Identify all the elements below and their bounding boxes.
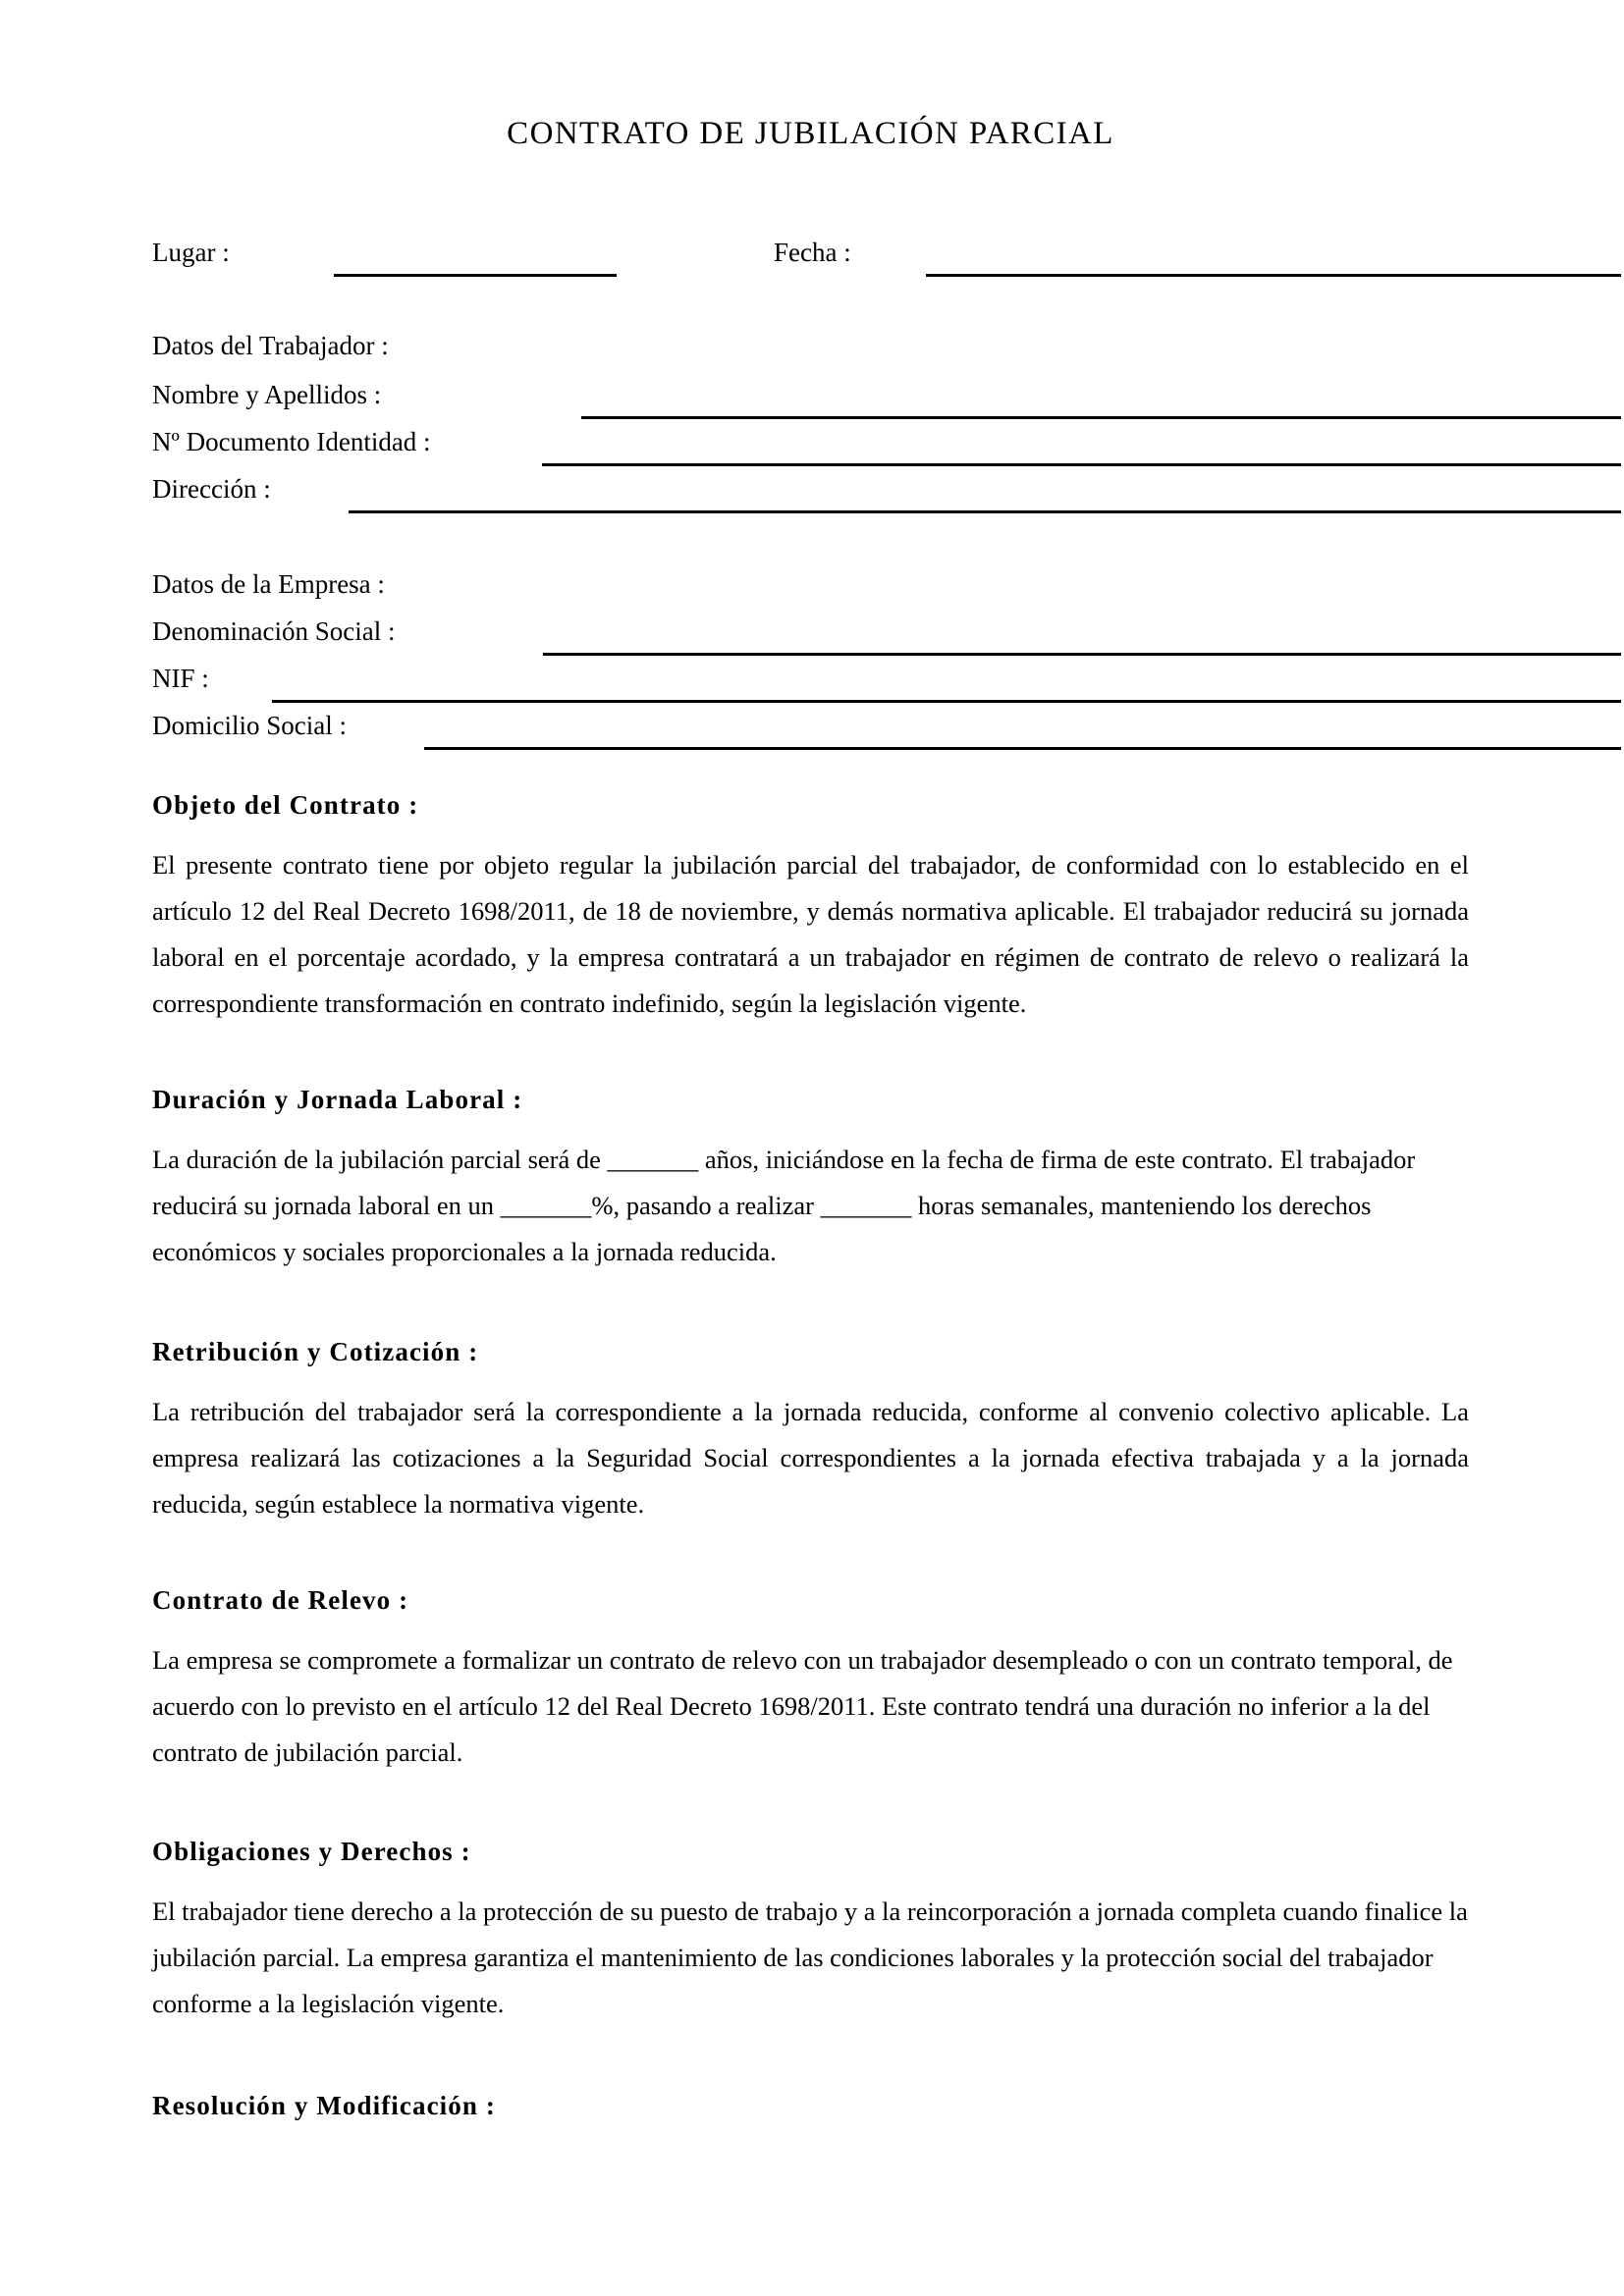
clause-heading: Objeto del Contrato : <box>152 790 419 820</box>
clause-heading: Obligaciones y Derechos : <box>152 1837 471 1866</box>
company-address-row <box>152 709 1469 752</box>
clause-heading: Duración y Jornada Laboral : <box>152 1085 523 1114</box>
worker-address-label: Dirección : <box>152 474 271 504</box>
worker-name-input-rule[interactable] <box>581 416 1621 419</box>
clause-retribucion-y-cotizacion <box>152 1332 1469 1527</box>
company-address-input-rule[interactable] <box>424 747 1621 750</box>
clause-body: La empresa se compromete a formalizar un contrato de relevo con un trabajador desempleado o con un contrato temporal, de acuerdo con lo previsto en el artículo 12 del Real Decreto 1698/2011. Este contrato tendrá una duración no inferior a la del contrato de jubilación parcial. <box>152 1645 1453 1767</box>
clause-body: El presente contrato tiene por objeto regular la jubilación parcial del trabajador, de conformidad con lo establecido en el artículo 12 del Real Decreto 1698/2011, de 18 de noviembre, y demás normativa aplicable. El trabajador reducirá su jornada laboral en el porcentaje acordado, y la empresa contratará a un trabajador en régimen de contrato de relevo o realizará la correspondiente transformación en contrato indefinido, según la legislación vigente. <box>152 850 1469 1018</box>
clause-contrato-de-relevo <box>152 1580 1469 1776</box>
fecha-input-rule[interactable] <box>926 274 1621 277</box>
lugar-input-rule[interactable] <box>334 274 617 277</box>
clause-heading: Retribución y Cotización : <box>152 1337 479 1366</box>
company-name-row <box>152 614 1469 658</box>
clause-body: La duración de la jubilación parcial será de _______ años, iniciándose en la fecha de firma de este contrato. El trabajador reducirá su jornada laboral en un _______%, pasando a realizar _______ horas semanales, manteniendo los derechos económicos y sociales proporcionales a la jornada reducida. <box>152 1145 1416 1266</box>
company-section-heading: Datos de la Empresa : <box>152 569 385 599</box>
worker-address-row <box>152 472 1469 515</box>
worker-name-row <box>152 378 1469 421</box>
worker-name-label: Nombre y Apellidos : <box>152 380 382 409</box>
lugar-label: Lugar : <box>152 238 230 267</box>
clause-duracion-y-jornada-laboral <box>152 1080 1469 1275</box>
worker-section-heading-row <box>152 329 1469 372</box>
clause-body: El trabajador tiene derecho a la protección de su puesto de trabajo y a la reincorporación a jornada completa cuando finalice la jubilación parcial. La empresa garantiza el mantenimiento de las condiciones laborales y la protección social del trabajador conforme a la legislación vigente. <box>152 1896 1468 2018</box>
company-nif-input-rule[interactable] <box>272 700 1621 703</box>
clause-heading: Resolución y Modificación : <box>152 2091 496 2120</box>
worker-id-row <box>152 425 1469 468</box>
worker-id-label: Nº Documento Identidad : <box>152 427 431 456</box>
company-address-label: Domicilio Social : <box>152 711 347 740</box>
company-name-label: Denominación Social : <box>152 616 396 646</box>
place-date-row <box>152 236 1469 279</box>
clause-heading: Contrato de Relevo : <box>152 1585 409 1615</box>
worker-address-input-rule[interactable] <box>349 510 1621 513</box>
clause-obligaciones-y-derechos <box>152 1832 1469 2027</box>
fecha-label: Fecha : <box>774 238 851 267</box>
company-section-heading-row <box>152 567 1469 611</box>
page-title: CONTRATO DE JUBILACIÓN PARCIAL <box>507 116 1114 151</box>
worker-id-input-rule[interactable] <box>542 463 1621 466</box>
worker-section-heading: Datos del Trabajador : <box>152 331 389 360</box>
clause-objeto-del-contrato <box>152 785 1469 1027</box>
company-name-input-rule[interactable] <box>543 653 1621 656</box>
company-nif-row <box>152 662 1469 705</box>
company-nif-label: NIF : <box>152 664 209 693</box>
clause-resolucion-y-modificacion <box>152 2086 1469 2143</box>
clause-body: La retribución del trabajador será la correspondiente a la jornada reducida, conforme al convenio colectivo aplicable. La empresa realizará las cotizaciones a la Seguridad Social correspondientes a la jornada efectiva trabajada y a la jornada reducida, según establece la normativa vigente. <box>152 1397 1469 1519</box>
